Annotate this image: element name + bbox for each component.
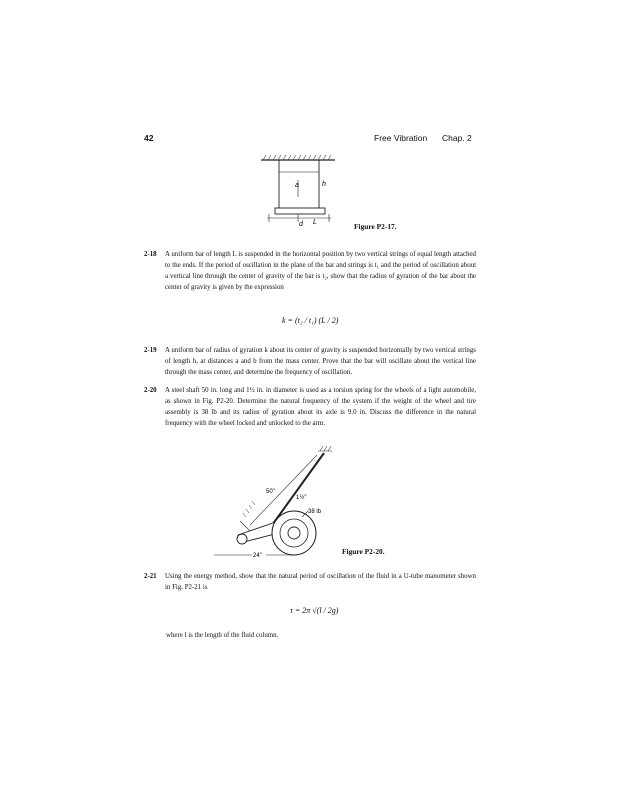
- page-number: 42: [144, 133, 154, 143]
- figure-p2-20: [210, 445, 350, 563]
- problem-2-19: [144, 346, 476, 379]
- label-h: h: [322, 181, 326, 188]
- problem-number: 2-18: [144, 251, 157, 258]
- problem-2-21: [144, 572, 476, 594]
- problem-text: A uniform bar of length L is suspended in the horizontal position by two vertical strings of equal length attached to the ends. If the period of oscillation in the plane of the bar and strings is t₁ and the period of oscillation about a vertical line through the center of gravity of the bar is t₂, show that the radius of gyration of the bar about the center of gravity is given by the expression: [165, 251, 476, 291]
- problem-number: 2-19: [144, 347, 157, 354]
- equation-radius-of-gyration: k = (t₂ / t₁) (L / 2): [282, 316, 339, 325]
- closing-note: where l is the length of the fluid column.: [166, 632, 279, 639]
- label-arm-length: 24": [253, 553, 262, 559]
- running-title: Free Vibration: [374, 133, 428, 143]
- equation-manometer-period: τ = 2π √(l / 2g): [290, 606, 339, 615]
- label-shaft-length: 50": [266, 489, 275, 495]
- problem-number: 2-20: [144, 387, 157, 394]
- problem-number: 2-21: [144, 573, 157, 580]
- label-L: L: [313, 219, 317, 226]
- problem-text: A steel shaft 50 in. long and 1½ in. in diameter is used as a torsion spring for the wheels of a light automobile, as shown in Fig. P2-20. Determine the natural frequency of the system if the weight of the wheel and tire assembly is 38 lb and its radius of gyration about its axle is 9.0 in. Discuss the difference in the natural frequency with the wheel locked and unlocked to the arm.: [165, 387, 476, 427]
- label-weight: 38 lb: [308, 509, 322, 515]
- figure-p2-17: [255, 152, 345, 230]
- figure-p2-20-caption: Figure P2-20.: [342, 547, 385, 556]
- problem-2-18: [144, 250, 476, 294]
- chapter-label: Chap. 2: [442, 133, 472, 143]
- problem-text: A uniform bar of radius of gyration k about its center of gravity is suspended horizontally by two vertical strings of length h, at distances a and b from the mass center. Prove that the bar will oscillate about the vertical line through the mass center, and determine the frequency of oscillation.: [165, 347, 476, 376]
- problem-2-20: [144, 386, 476, 430]
- label-diameter: 1½": [296, 495, 307, 501]
- figure-p2-17-caption: Figure P2-17.: [354, 222, 397, 231]
- label-d: d: [299, 221, 303, 228]
- label-a: a: [295, 182, 299, 189]
- problem-text: Using the energy method, show that the natural period of oscillation of the fluid in a U-tube manometer shown in Fig. P2-21 is: [165, 573, 476, 591]
